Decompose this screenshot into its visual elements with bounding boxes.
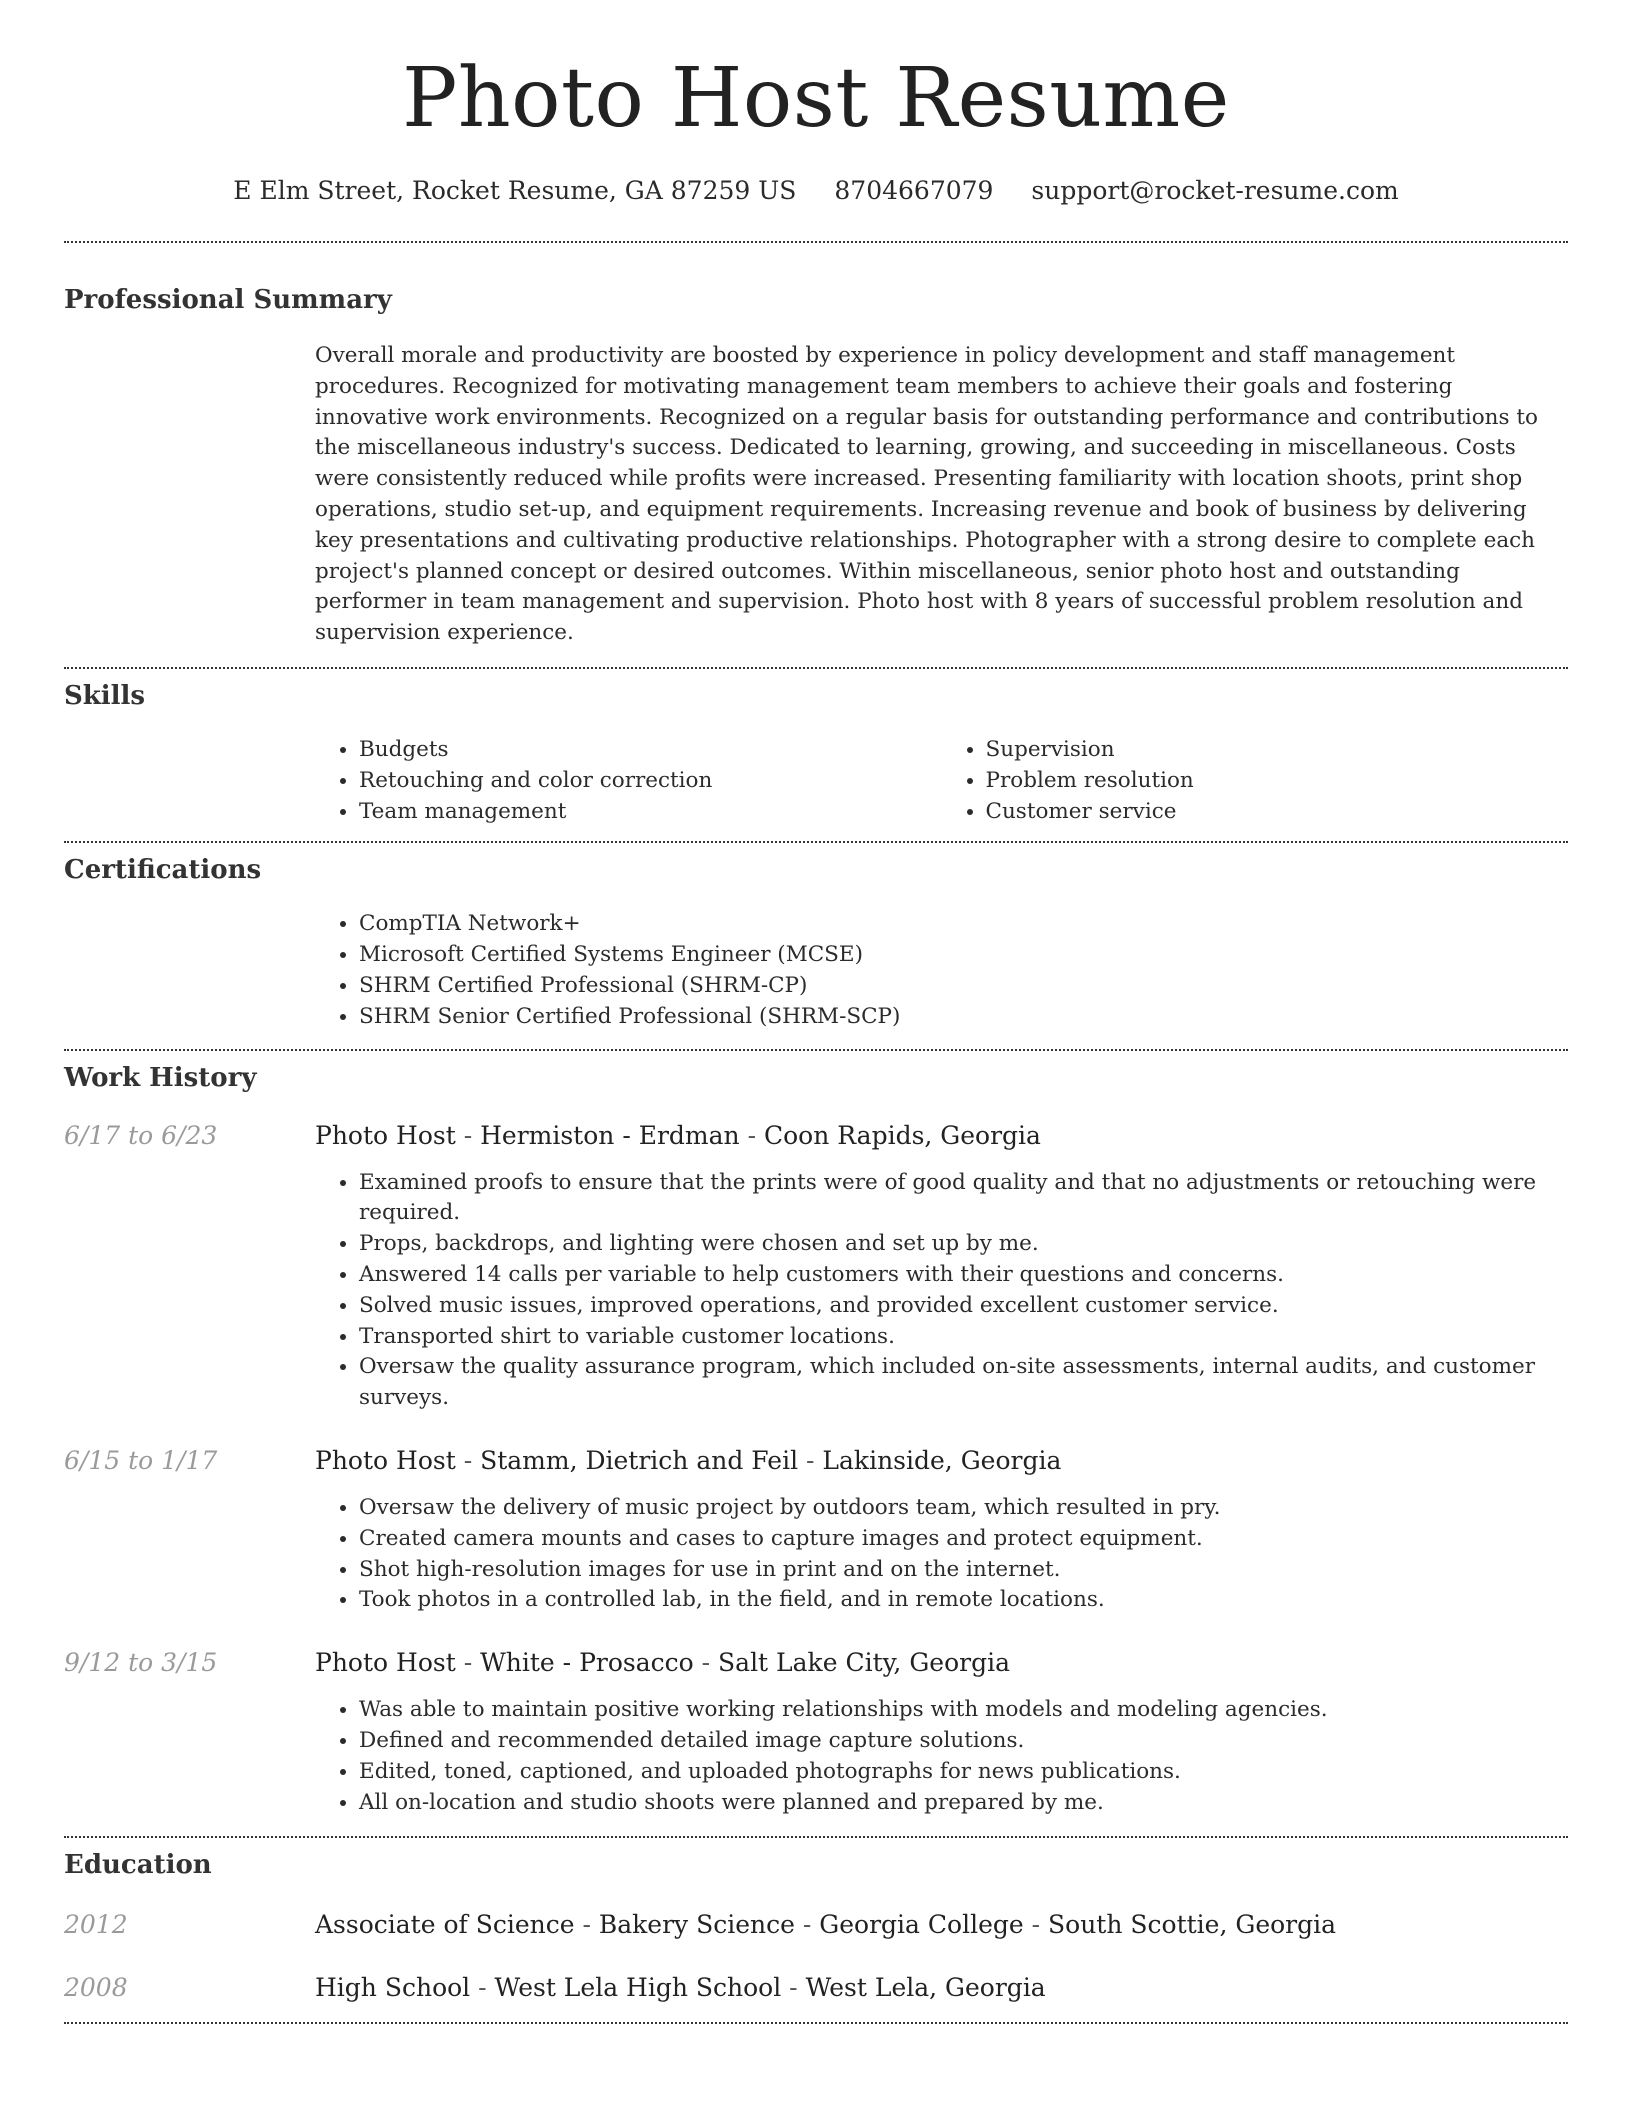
job-bullet: • Defined and recommended detailed image capture solutions. — [359, 1726, 1568, 1757]
education-degree: Associate of Science — [315, 1910, 575, 1940]
skills-section — [64, 669, 1568, 827]
job-role: Photo Host — [315, 1648, 456, 1678]
work-history-heading: Work History — [64, 1062, 257, 1093]
education-school: Georgia College — [819, 1910, 1024, 1940]
job-bullet: • All on-location and studio shoots were planned and prepared by me. — [359, 1788, 1568, 1819]
education-heading: Education — [64, 1850, 212, 1881]
job-bullet: • Examined proofs to ensure that the prints were of good quality and that no adjustments or retouching were required. — [359, 1168, 1568, 1230]
job-location: Coon Rapids, Georgia — [763, 1120, 1041, 1150]
job-title: Photo Host - White - Prosacco - Salt Lake City, Georgia — [315, 1648, 1010, 1678]
job-bullet: • Oversaw the delivery of music project by outdoors team, which resulted in pry. — [359, 1493, 1568, 1524]
contact-address: E Elm Street, Rocket Resume, GA 87259 US — [233, 176, 797, 205]
skill-item: • Customer service — [986, 797, 1569, 828]
skills-list-left — [315, 735, 942, 827]
skill-item: • Supervision — [986, 735, 1569, 766]
contact-phone: 8704667079 — [834, 176, 994, 205]
skills-list-right — [942, 735, 1569, 827]
job-bullets — [315, 1168, 1568, 1414]
resume-page — [64, 0, 1568, 2024]
education-degree: High School — [315, 1973, 471, 2003]
job-dates: 6/15 to 1/17 — [64, 1445, 218, 1475]
job-bullet: • Was able to maintain positive working relationships with models and modeling agencies. — [359, 1695, 1568, 1726]
job-bullet: • Created camera mounts and cases to capture images and protect equipment. — [359, 1524, 1568, 1555]
education-title: High School - West Lela High School - West Lela, Georgia — [315, 1973, 1046, 2003]
education-entry — [64, 1910, 1568, 1939]
contact-email: support@rocket-resume.com — [1031, 176, 1399, 205]
certification-item: • SHRM Senior Certified Professional (SHRM-SCP) — [359, 1002, 1568, 1033]
work-history-section — [64, 1051, 1568, 1819]
job-company: Stamm, Dietrich and Feil — [480, 1445, 799, 1475]
education-year: 2012 — [64, 1910, 128, 1940]
job-company: White - Prosacco — [480, 1648, 694, 1678]
job-dates: 9/12 to 3/15 — [64, 1648, 218, 1678]
job-location: Lakinside, Georgia — [822, 1445, 1062, 1475]
education-year: 2008 — [64, 1973, 128, 2003]
education-section — [64, 1838, 1568, 2002]
job-location: Salt Lake City, Georgia — [718, 1648, 1010, 1678]
certifications-list — [315, 909, 1568, 1032]
education-field: Bakery Science — [598, 1910, 795, 1940]
resume-title: Photo Host Resume — [402, 51, 1230, 146]
job-bullets — [315, 1695, 1568, 1818]
skill-item: • Team management — [359, 797, 942, 828]
job-bullet: • Transported shirt to variable customer locations. — [359, 1322, 1568, 1353]
summary-heading: Professional Summary — [64, 285, 392, 315]
job-bullet: • Took photos in a controlled lab, in the field, and in remote locations. — [359, 1585, 1568, 1616]
certification-item: • CompTIA Network+ — [359, 909, 1568, 940]
job-title: Photo Host - Stamm, Dietrich and Feil - Lakinside, Georgia — [315, 1445, 1062, 1475]
job-entry — [64, 1446, 1568, 1616]
job-bullet: • Answered 14 calls per variable to help customers with their questions and concerns. — [359, 1260, 1568, 1291]
summary-text: Overall morale and productivity are boosted by experience in policy development and staff management procedures. Recognized for motivating management team members to achieve their goals and fostering innovative work environments. Recognized on a regular basis for outstanding performance and contributions to the miscellaneous industry's success. Dedicated to learning, growing, and succeeding in miscellaneous. Costs were consistently reduced while profits were increased. Presenting familiarity with location shoots, print shop operations, studio set-up, and equipment requirements. Increasing revenue and book of business by delivering key presentations and cultivating productive relationships. Photographer with a strong desire to complete each project's planned concept or desired outcomes. Within miscellaneous, senior photo host and outstanding performer in team management and supervision. Photo host with 8 years of successful problem resolution and supervision experience. — [315, 343, 1538, 646]
job-bullet: • Oversaw the quality assurance program, which included on-site assessments, internal audits, and customer surveys. — [359, 1352, 1568, 1414]
job-bullet: • Edited, toned, captioned, and uploaded photographs for news publications. — [359, 1757, 1568, 1788]
certification-item: • SHRM Certified Professional (SHRM-CP) — [359, 971, 1568, 1002]
job-company: Hermiston - Erdman — [480, 1120, 740, 1150]
certifications-heading: Certifications — [64, 855, 262, 886]
certifications-section — [64, 843, 1568, 1032]
job-role: Photo Host — [315, 1445, 456, 1475]
job-bullets — [315, 1493, 1568, 1616]
job-dates: 6/17 to 6/23 — [64, 1120, 218, 1150]
contact-line — [64, 176, 1568, 205]
job-title: Photo Host - Hermiston - Erdman - Coon Rapids, Georgia — [315, 1120, 1041, 1150]
summary-section — [64, 243, 1568, 649]
job-entry — [64, 1121, 1568, 1414]
education-school: West Lela High School — [494, 1973, 782, 2003]
education-location: West Lela, Georgia — [805, 1973, 1046, 2003]
job-role: Photo Host — [315, 1120, 456, 1150]
certification-item: • Microsoft Certified Systems Engineer (MCSE) — [359, 940, 1568, 971]
education-location: South Scottie, Georgia — [1048, 1910, 1337, 1940]
skill-item: • Budgets — [359, 735, 942, 766]
job-bullet: • Solved music issues, improved operations, and provided excellent customer service. — [359, 1291, 1568, 1322]
skills-heading: Skills — [64, 680, 146, 711]
skill-item: • Problem resolution — [986, 766, 1569, 797]
education-entry — [64, 1973, 1568, 2002]
divider — [64, 2022, 1568, 2024]
skill-item: • Retouching and color correction — [359, 766, 942, 797]
job-bullet: • Shot high-resolution images for use in print and on the internet. — [359, 1555, 1568, 1586]
job-bullet: • Props, backdrops, and lighting were chosen and set up by me. — [359, 1229, 1568, 1260]
education-title: Associate of Science - Bakery Science - Georgia College - South Scottie, Georgia — [315, 1910, 1337, 1940]
job-entry — [64, 1648, 1568, 1818]
